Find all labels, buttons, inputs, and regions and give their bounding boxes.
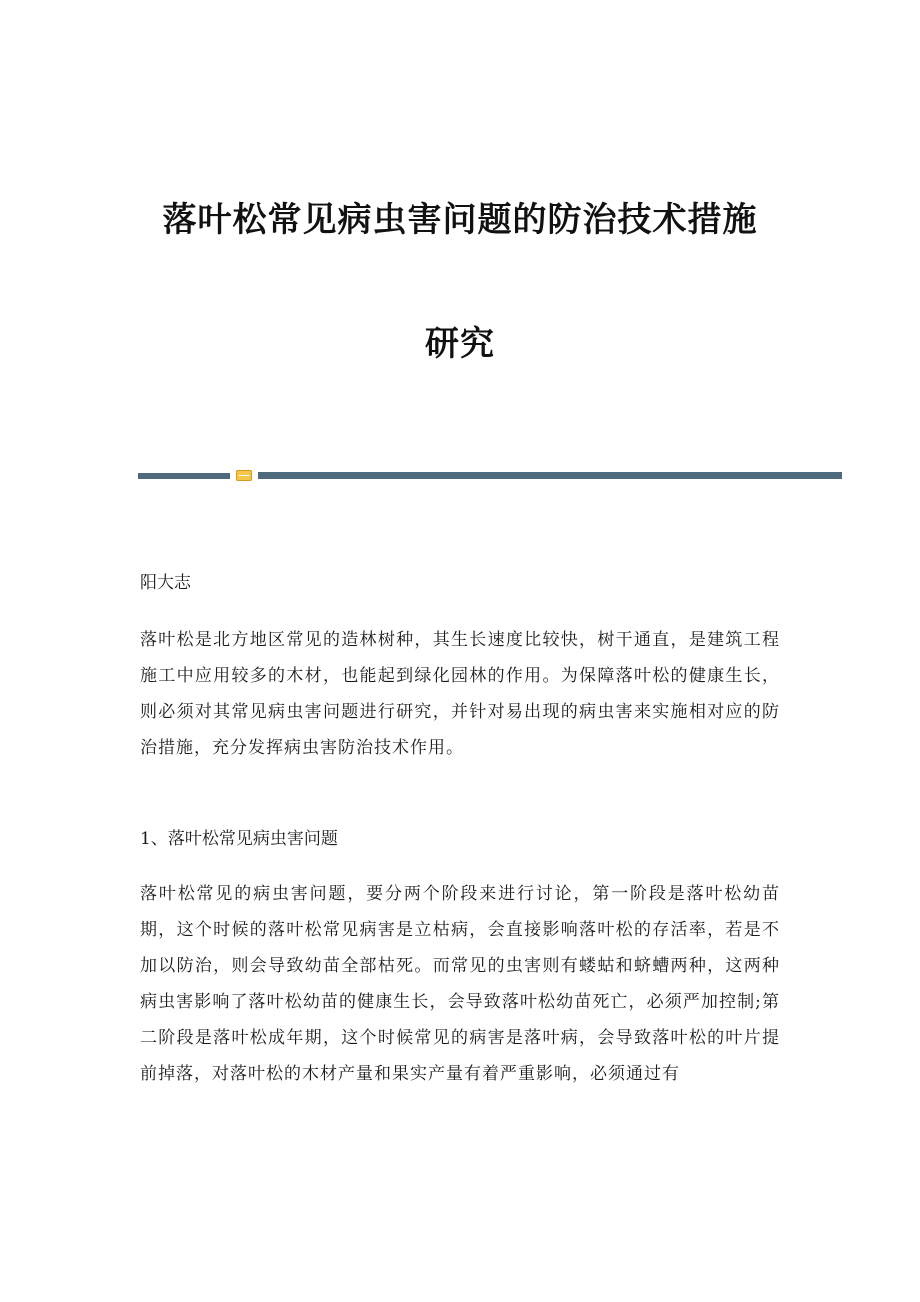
document-title-continued: 研究 xyxy=(425,324,495,364)
intro-paragraph: 落叶松是北方地区常见的造林树种，其生长速度比较快，树干通直，是建筑工程施工中应用较多的木材，也能起到绿化园林的作用。为保障落叶松的健康生长，则必须对其常见病虫害问题进行研究，并针对易出现的病虫害来实施相对应的防治措施，充分发挥病虫害防治技术作用。 xyxy=(140,630,780,758)
divider-emblem-icon xyxy=(236,470,252,481)
section-heading: 1、落叶松常见病虫害问题 xyxy=(140,829,338,849)
divider-bar-right xyxy=(258,472,842,479)
body-paragraph: 落叶松常见的病虫害问题，要分两个阶段来进行讨论，第一阶段是落叶松幼苗期，这个时候的落叶松常见病害是立枯病，会直接影响落叶松的存活率，若是不加以防治，则会导致幼苗全部枯死。而常见的虫害则有蝼蛄和蛴螬两种，这两种病虫害影响了落叶松幼苗的健康生长，会导致落叶松幼苗死亡，必须严加控制;第二阶段是落叶松成年期，这个时候常见的病害是落叶病，会导致落叶松的叶片提前掉落，对落叶松的木材产量和果实产量有着严重影响，必须通过有 xyxy=(140,884,780,1084)
divider-bar-left xyxy=(138,473,230,479)
title-divider xyxy=(138,470,842,480)
author-name: 阳大志 xyxy=(140,573,191,593)
document-title: 落叶松常见病虫害问题的防治技术措施 xyxy=(162,200,758,240)
